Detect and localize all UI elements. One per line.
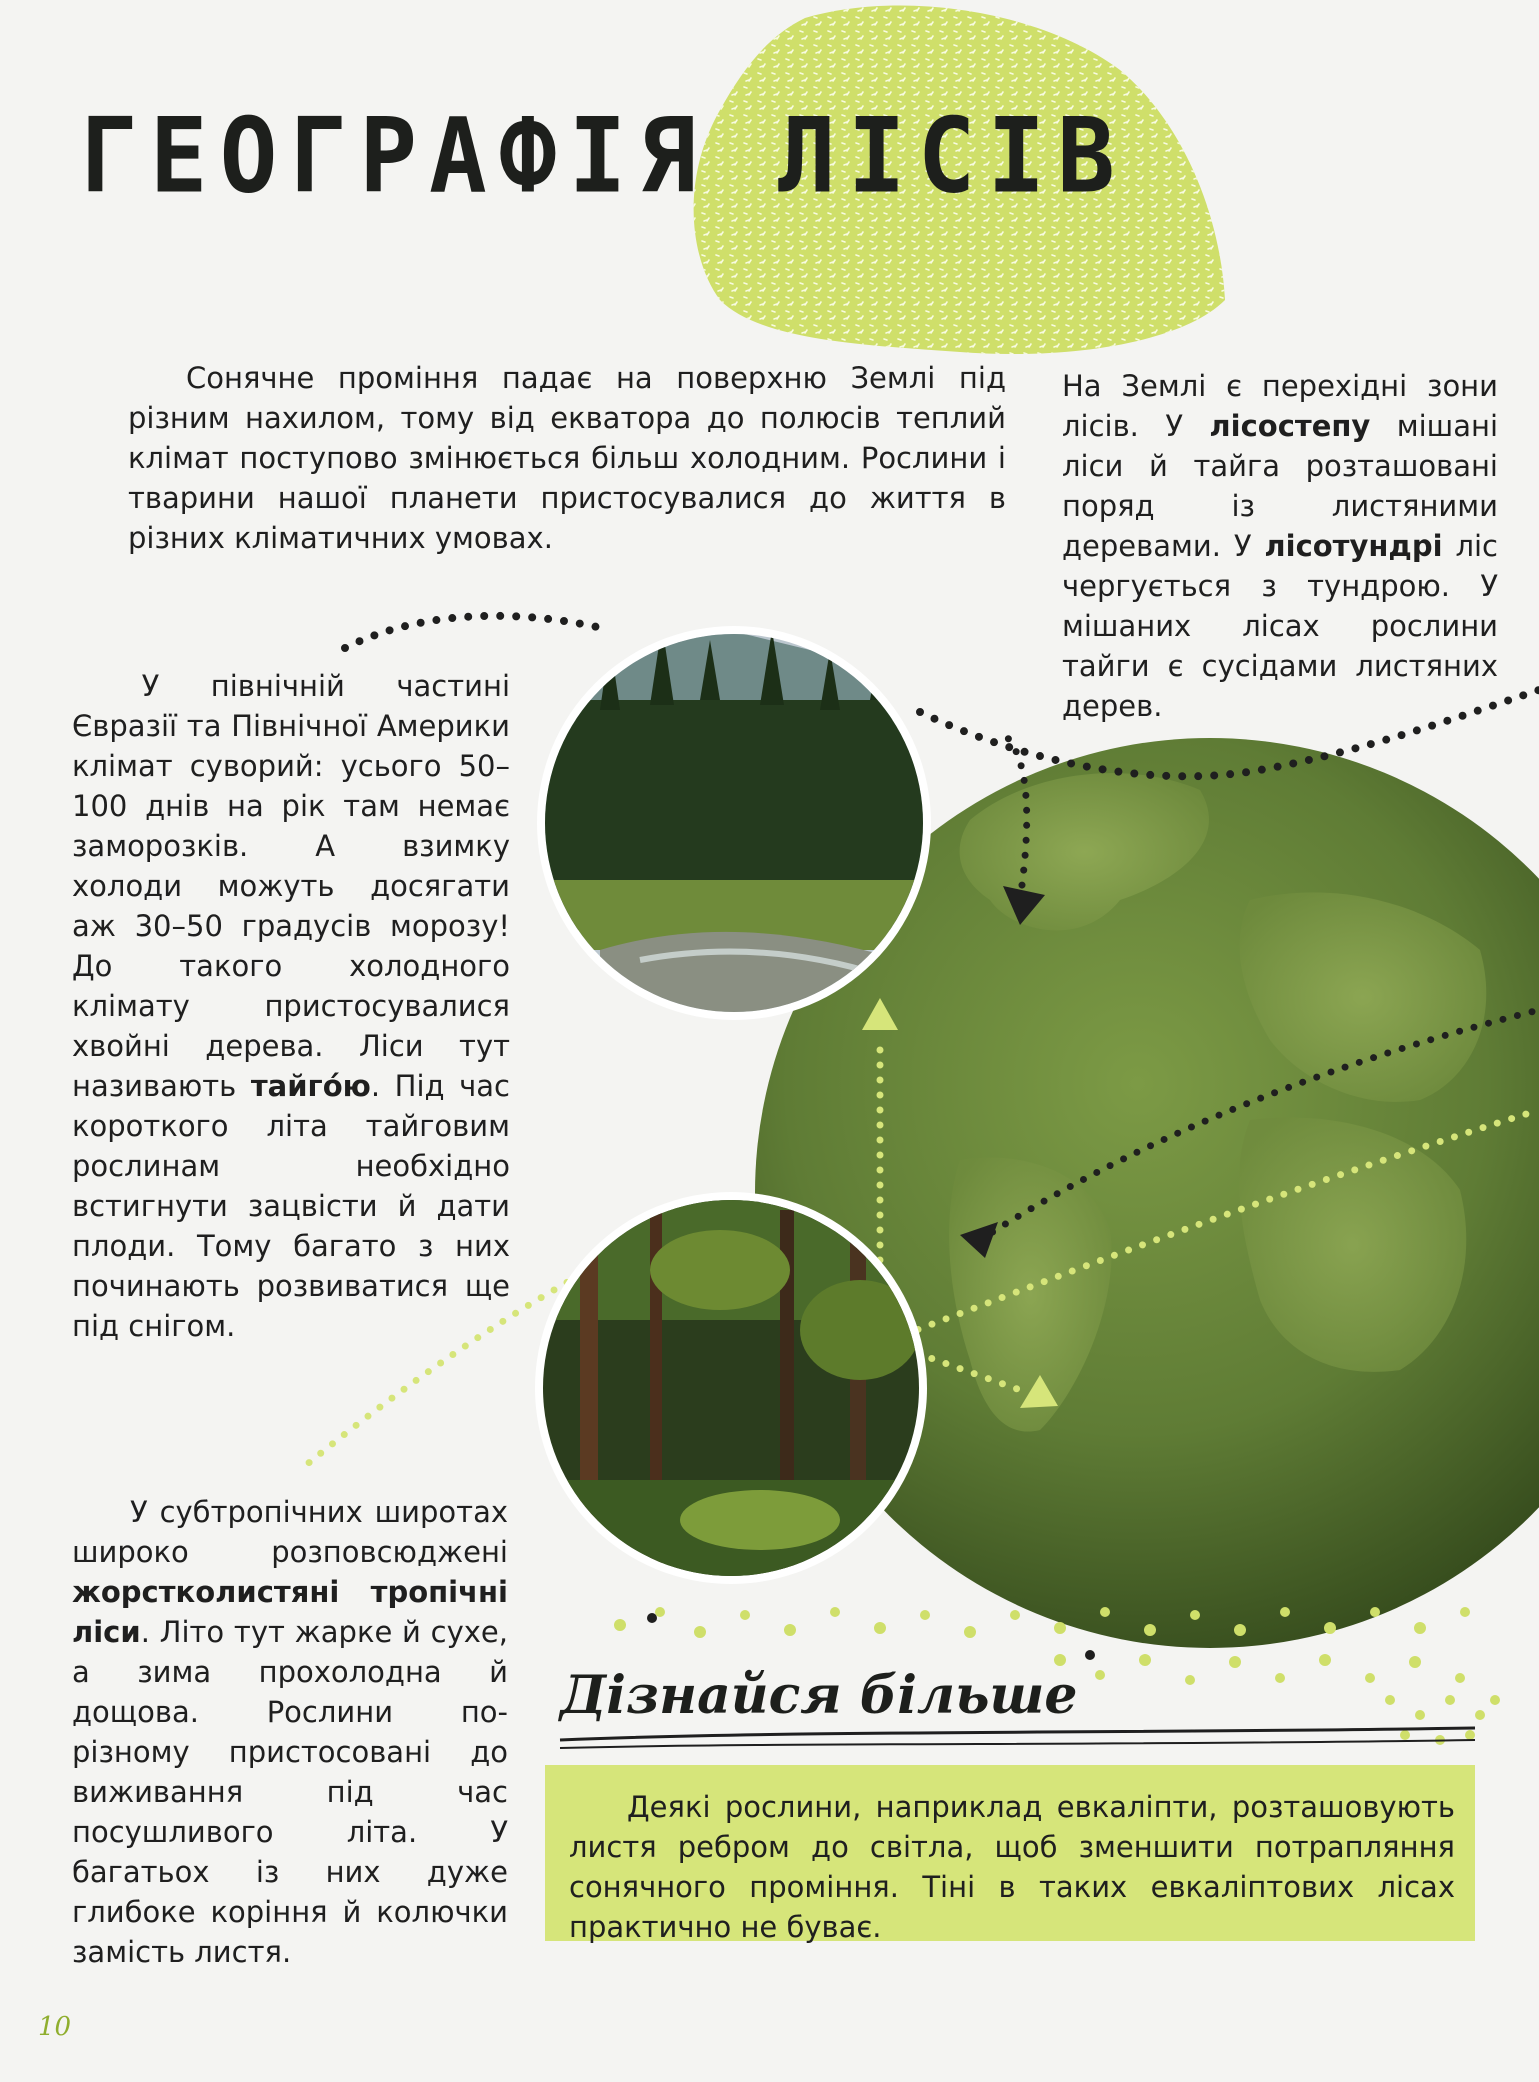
transition-zones-paragraph — [1062, 366, 1498, 726]
term-forest-steppe: лісостепу — [1209, 409, 1371, 443]
term-forest-tundra: лісотундрі — [1264, 529, 1443, 563]
text-fragment: У північній частині Євразії та Північної Америки клімат суворий: усього 50–100 днів на рік там немає заморозків. А взимку холоди можуть досягати аж 30–50 градусів морозу! До такого холодного клімату пристосувалися хвойні дерева. Ліси тут називають — [72, 669, 510, 1103]
text-fragment: На Землі є перехідні зони лісів. У — [1062, 369, 1498, 443]
page-title: ГЕОГРАФІЯ ЛІСІВ — [80, 95, 1127, 217]
learn-more-text: Деякі рослини, наприклад евкаліпти, розташовують листя ребром до світла, щоб зменшити потрапляння сонячного проміння. Тіні в таких евкаліптових лісах практично не буває. — [569, 1790, 1455, 1944]
subtropics-paragraph — [72, 1492, 508, 1972]
term-taiga: тайгóю — [250, 1069, 371, 1103]
taiga-paragraph — [72, 666, 510, 1346]
text-fragment: У субтропічних широтах широко розповсюджені — [72, 1495, 508, 1569]
learn-more-heading: Дізнайся більше — [560, 1665, 1078, 1726]
text-fragment: . Під час короткого літа тайговим рослинам необхідно встигнути зацвісти й дати плоди. Тому багато з них починають розвиватися ще під снігом. — [72, 1069, 510, 1343]
term-sclerophyll-forests: жорстколистяні тропічні ліси — [72, 1575, 508, 1649]
intro-paragraph: Сонячне проміння падає на поверхню Землі під різним нахилом, тому від екватора до полюсів теплий клімат поступово змінюється більш холодним. Рослини і тварини нашої планети пристосувалися до життя в різних кліматичних умовах. — [128, 361, 1006, 555]
text-fragment: . Літо тут жарке й сухе, а зима прохолодна й дощова. Рослини по-різному пристосовані до виживання під час посушливого літа. У багатьох із них дуже глибоке коріння й колючки замість листя. — [72, 1615, 508, 1969]
text-fragment: ліс чергується з тундрою. У мішаних лісах рослини тайги є сусідами листяних дерев. — [1062, 529, 1498, 723]
text-fragment: мішані ліси й тайга розташовані поряд із листяними деревами. У — [1062, 409, 1499, 563]
page-number: 10 — [38, 2012, 72, 2042]
learn-more-underline — [560, 1728, 1475, 1748]
dot-accents-dark — [647, 1613, 1095, 1660]
learn-more-box — [545, 1765, 1475, 1944]
